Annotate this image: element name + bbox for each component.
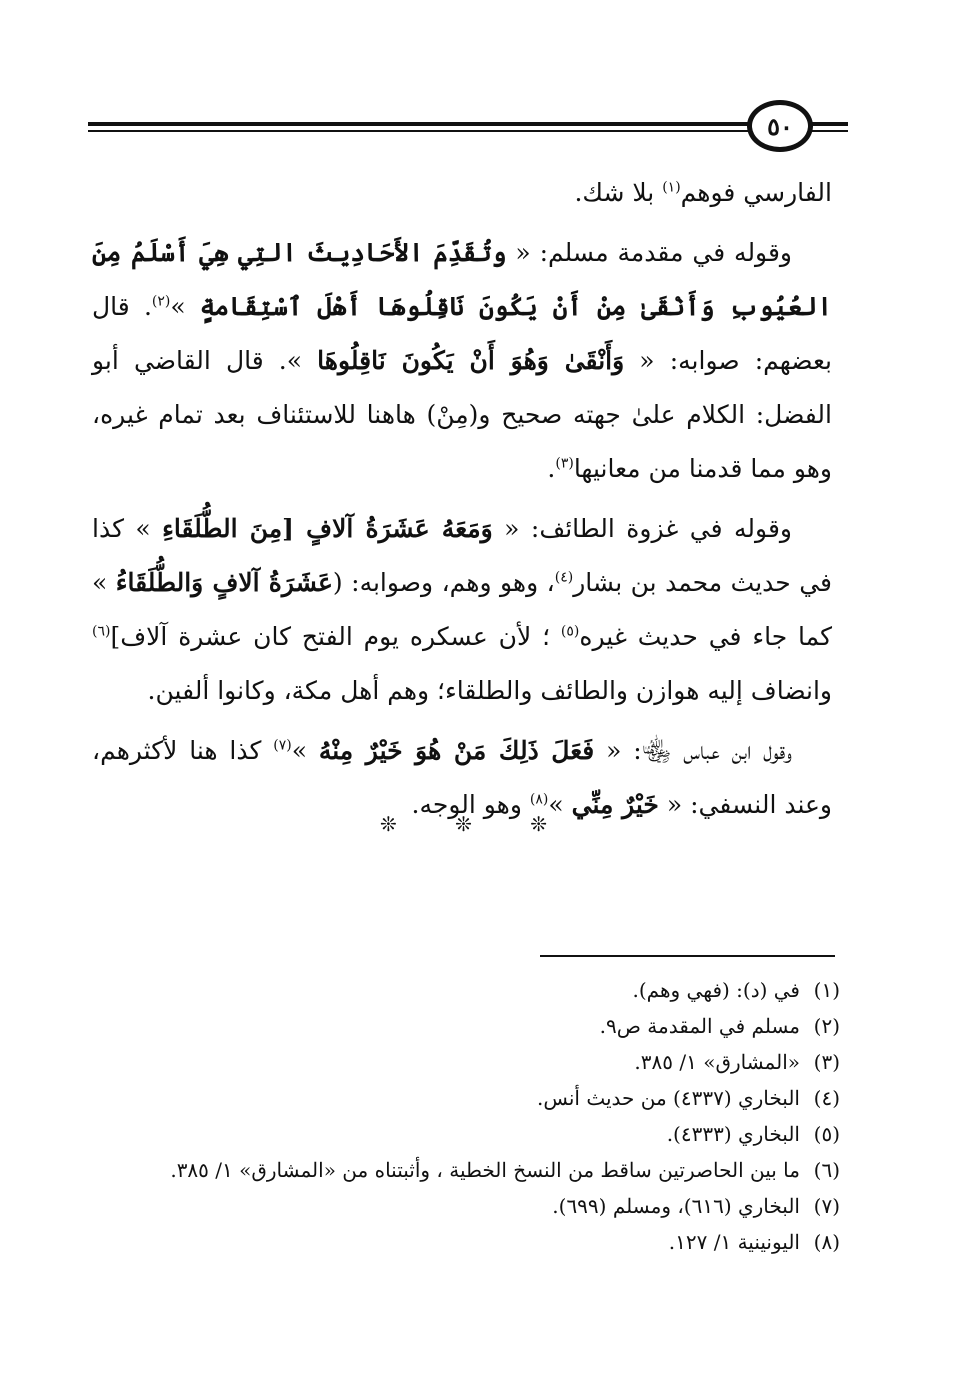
- footnote-text: ما بين الحاصرتين ساقط من النسخ الخطية ، وأثبتناه من «المشارق» ١/ ٣٨٥.: [170, 1158, 800, 1182]
- page-header: [88, 92, 858, 162]
- footnote-number: (٢): [813, 1014, 840, 1038]
- main-text: [92, 166, 832, 838]
- hadith-quote: وتُقَدِّمَ الأَحَادِيثَ التِي هِيَ أَسْلَمُ مِنَ العُيُوبِ وَأَنْقَىٰ مِنْ أَنْ يَكُونَ نَاقِلُوهَا أَهْلَ ٱسْتِقَامةٍ: [92, 238, 832, 321]
- text-run: وقوله في مقدمة مسلم: «: [506, 238, 792, 267]
- header-rule-end: [808, 122, 848, 126]
- footnote-number: (٧): [813, 1194, 840, 1218]
- footnote-text: البخاري (٤٣٣٧) من حديث أنس.: [537, 1086, 800, 1110]
- text-run: ». قال القاضي أبو الفضل: الكلام علىٰ جهته صحيح و(مِنْ) هاهنا للاستئناف بعد تمام غيره، وهو مما قدمنا من معانيها: [92, 346, 832, 483]
- hadith-quote: عَشَرَةُ آلافٍ وَالطُّلَقَاءُ: [115, 568, 333, 597]
- footnote-item: [120, 1008, 840, 1044]
- hadith-quote: وَمَعَهُ عَشَرَةُ آلافٍ [مِنَ الطُّلَقَاءِ: [162, 514, 493, 543]
- text-run: وهو الوجه.: [411, 790, 530, 819]
- text-run: ؛ لأن عسكره يوم الفتح كان عشرة آلاف]: [110, 622, 561, 651]
- footnote-ref: (٤): [554, 569, 574, 586]
- header-rule-end-thin: [808, 130, 848, 132]
- footnote-item: [120, 1152, 840, 1188]
- footnotes: [120, 972, 840, 1260]
- footnote-ref: (٧): [273, 737, 292, 754]
- text-run: .: [547, 454, 556, 483]
- footnote-ref: (٣): [555, 455, 574, 472]
- text-run: »: [170, 292, 200, 321]
- text-run: وانضاف إليه هوازن والطائف والطلقاء؛ وهم أهل مكة، وكانوا ألفين.: [147, 676, 832, 705]
- paragraph: [92, 166, 832, 220]
- footnote-ref: (٨): [529, 791, 549, 808]
- footnote-number: (٤): [813, 1086, 840, 1110]
- text-run: ، وهو وهم، وصوابه: (: [332, 568, 555, 597]
- hadith-quote: فَعَلَ ذَلِكَ مَنْ هُوَ خَيْرٌ مِنْهُ: [318, 736, 595, 765]
- footnote-number: (١): [813, 978, 840, 1002]
- footnote-text: البخاري (٤٣٣٣).: [666, 1122, 800, 1146]
- footnote-item: [120, 1188, 840, 1224]
- footnote-item: [120, 972, 840, 1008]
- footnote-item: [120, 1116, 840, 1152]
- text-run: . قال بعضهم: صوابه: «: [92, 292, 832, 375]
- footnote-item: [120, 1224, 840, 1260]
- footnote-item: [120, 1044, 840, 1080]
- header-rule-thin: [88, 130, 748, 132]
- hadith-quote: وَأَنْقَىٰ وَهُوَ أَنْ يَكُونَ نَاقِلُوهَا: [317, 346, 625, 375]
- text-run: بلا شك.: [574, 178, 663, 207]
- footnote-ref: (٦): [92, 623, 111, 640]
- footnote-text: «المشارق» ١/ ٣٨٥.: [634, 1050, 800, 1074]
- footnote-text: البخاري (٦١٦)، ومسلم (٦٩٩).: [552, 1194, 800, 1218]
- paragraph: [92, 502, 832, 718]
- text-run: كذا هنا لأكثرهم، وعند النسفي: «: [92, 736, 832, 819]
- footnote-ref: (٢): [151, 293, 171, 310]
- footnote-rule: [540, 955, 835, 957]
- text-run: » كذا في حديث محمد بن بشار: [92, 514, 833, 597]
- footnote-number: (٨): [813, 1230, 840, 1254]
- text-run: » كما جاء في حديث غيره: [92, 568, 832, 651]
- paragraph: [92, 226, 832, 496]
- footnote-text: مسلم في المقدمة ص٩.: [599, 1014, 800, 1038]
- text-run: وقوله في غزوة الطائف: «: [492, 514, 792, 543]
- section-separator: ❊ ❊ ❊: [380, 812, 573, 836]
- footnote-ref: (٥): [560, 623, 580, 640]
- hadith-quote: خَيْرٌ مِنِّي: [571, 790, 659, 819]
- text-run: »: [548, 790, 572, 819]
- footnote-text: اليونينية ١/ ١٢٧.: [668, 1230, 800, 1254]
- header-rule-thick: [88, 122, 748, 126]
- footnote-number: (٣): [813, 1050, 840, 1074]
- page-number: ٥٠: [747, 100, 813, 152]
- footnote-item: [120, 1080, 840, 1116]
- footnote-text: في (د): (فهي وهم).: [632, 978, 800, 1002]
- text-run: وقول ابن عباس ﵄: «: [594, 736, 792, 765]
- footnote-number: (٥): [813, 1122, 840, 1146]
- text-run: »: [291, 736, 319, 765]
- footnote-ref: (١): [662, 179, 681, 196]
- footnote-number: (٦): [813, 1158, 840, 1182]
- text-run: الفارسي فوهم: [680, 178, 832, 207]
